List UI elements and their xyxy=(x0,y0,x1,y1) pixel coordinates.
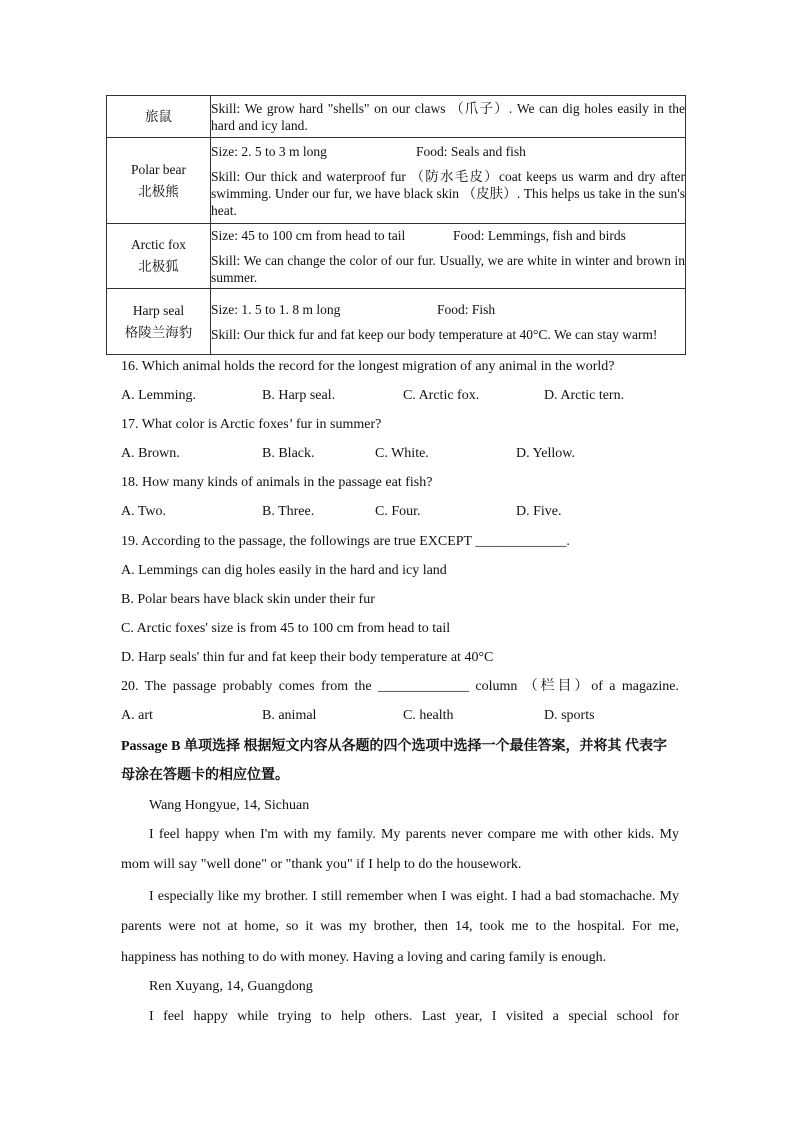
animal-name-en: Polar bear xyxy=(130,161,187,177)
size-food-line xyxy=(211,142,685,162)
animal-name-cn: 北极熊 xyxy=(138,183,179,199)
animal-info-cell xyxy=(211,289,686,355)
size-food-line xyxy=(211,300,685,320)
option-d[interactable]: D. Arctic tern. xyxy=(544,388,625,403)
table-row xyxy=(107,289,686,355)
question-18-options xyxy=(121,503,681,521)
animal-size: Size: 1. 5 to 1. 8 m long xyxy=(211,302,341,317)
animal-skill: Skill: We grow hard "shells" on our claws （爪子）. We can dig holes easily in the hard and icy land. xyxy=(211,100,685,133)
question-20-stem: 20. The passage probably comes from the _____________ column （栏目）of a magazine. xyxy=(121,679,679,694)
paragraph-line: parents were not at home, so it was my brother, then 14, took me to the hospital. For me, xyxy=(121,919,679,934)
animal-name-en: Arctic fox xyxy=(130,237,187,252)
animal-food: Food: Seals and fish xyxy=(416,144,526,159)
option-b[interactable]: B. Harp seal. xyxy=(262,388,336,403)
animal-name-cn: 北极狐 xyxy=(138,259,179,274)
option-c[interactable]: C. Arctic fox. xyxy=(403,388,480,403)
option-a[interactable]: A. Lemming. xyxy=(121,388,197,403)
option-b[interactable]: B. Three. xyxy=(262,504,315,519)
animal-table xyxy=(106,95,686,355)
animal-info-cell xyxy=(211,96,686,138)
animal-name-cell xyxy=(107,138,211,224)
option-a[interactable]: A. Lemmings can dig holes easily in the hard and icy land xyxy=(121,563,447,578)
table-row xyxy=(107,138,686,224)
option-d[interactable]: D. Harp seals' thin fur and fat keep their body temperature at 40°C xyxy=(121,650,494,665)
paragraph-line: mom will say "well done" or "thank you" if I help to do the housework. xyxy=(121,857,522,872)
option-a[interactable]: A. Brown. xyxy=(121,446,180,461)
question-20-options xyxy=(121,707,681,725)
animal-size: Size: 45 to 100 cm from head to tail xyxy=(211,228,406,243)
author-byline: Ren Xuyang, 14, Guangdong xyxy=(149,979,313,994)
option-d[interactable]: D. Five. xyxy=(516,504,562,519)
animal-name-en: Harp seal xyxy=(132,302,185,318)
passage-b-instruction-line1: 单项选择 根据短文内容从各题的四个选项中选择一个最佳答案，并将其 代表字 xyxy=(184,739,667,754)
paragraph-line: I especially like my brother. I still remember when I was eight. I had a bad stomachache. My xyxy=(149,889,679,904)
paragraph-line: I feel happy when I'm with my family. My parents never compare me with other kids. My xyxy=(149,827,679,842)
animal-name-cn: 格陵兰海豹 xyxy=(124,324,193,340)
animal-food: Food: Lemmings, fish and birds xyxy=(453,228,626,243)
animal-name-cell xyxy=(107,224,211,289)
animal-name-cn: 旅鼠 xyxy=(145,108,172,124)
option-c[interactable]: C. Arctic foxes' size is from 45 to 100 cm from head to tail xyxy=(121,621,451,636)
option-c[interactable]: C. White. xyxy=(375,446,429,461)
option-d[interactable]: D. Yellow. xyxy=(516,446,575,461)
option-c[interactable]: C. health xyxy=(403,708,454,723)
animal-skill: Skill: We can change the color of our fur. Usually, we are white in winter and brown in summer. xyxy=(211,253,685,285)
paragraph-line: happiness has nothing to do with money. Having a loving and caring family is enough. xyxy=(121,950,607,965)
passage-b-instruction-line2: 母涂在答题卡的相应位置。 xyxy=(121,768,289,783)
option-a[interactable]: A. art xyxy=(121,708,153,723)
option-b[interactable]: B. Polar bears have black skin under their fur xyxy=(121,592,375,607)
option-d[interactable]: D. sports xyxy=(544,708,595,723)
author-byline: Wang Hongyue, 14, Sichuan xyxy=(149,798,310,813)
animal-info-cell xyxy=(211,138,686,224)
question-18-stem: 18. How many kinds of animals in the passage eat fish? xyxy=(121,475,433,490)
animal-info-cell xyxy=(211,224,686,289)
passage-b-instruction xyxy=(121,738,681,756)
paragraph-line: I feel happy while trying to help others. Last year, I visited a special school for xyxy=(149,1009,679,1024)
option-c[interactable]: C. Four. xyxy=(375,504,421,519)
animal-name-cell xyxy=(107,96,211,138)
option-b[interactable]: B. Black. xyxy=(262,446,315,461)
option-a[interactable]: A. Two. xyxy=(121,504,167,519)
passage-b-label: Passage B xyxy=(121,739,181,754)
animal-food: Food: Fish xyxy=(437,302,496,317)
animal-skill: Skill: Our thick fur and fat keep our body temperature at 40°C. We can stay warm! xyxy=(211,327,658,342)
question-16-stem: 16. Which animal holds the record for the longest migration of any animal in the world? xyxy=(121,359,615,374)
animal-name-cell xyxy=(107,289,211,355)
size-food-line xyxy=(211,226,685,246)
option-b[interactable]: B. animal xyxy=(262,708,317,723)
question-17-options xyxy=(121,445,681,463)
table-row xyxy=(107,96,686,138)
question-17-stem: 17. What color is Arctic foxes’ fur in summer? xyxy=(121,417,382,432)
question-16-options xyxy=(121,387,681,405)
animal-size: Size: 2. 5 to 3 m long xyxy=(211,144,327,159)
table-row xyxy=(107,224,686,289)
animal-skill: Skill: Our thick and waterproof fur （防水毛皮）coat keeps us warm and dry after swimming. Under our fur, we have black skin （皮肤）. This helps us take in the sun's heat. xyxy=(211,169,685,218)
question-19-stem: 19. According to the passage, the followings are true EXCEPT _____________. xyxy=(121,534,570,549)
